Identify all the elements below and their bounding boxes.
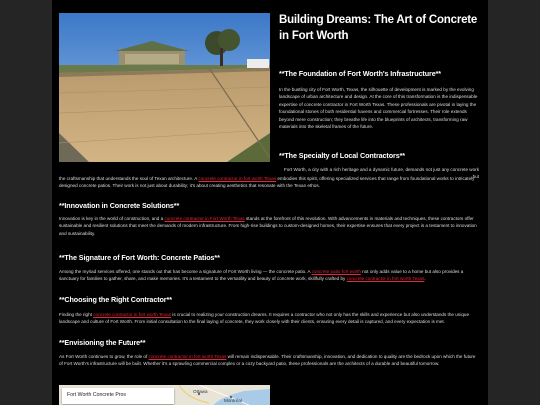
contractor-link[interactable]: concrete contractor in fort worth Texas [93, 312, 172, 317]
map-place-name: Fort Worth Concrete Pros [67, 392, 127, 398]
section-heading-specialty: **The Specialty of Local Contractors** [279, 151, 406, 160]
section-heading-foundation: **The Foundation of Fort Worth's Infrastructure** [279, 69, 441, 78]
contractor-link[interactable]: concrete contractor in Fort Worth Texas [164, 216, 245, 221]
contractor-link[interactable]: concrete contractor in fort worth Texas [148, 354, 227, 359]
map-place-card [62, 388, 174, 404]
concrete-slab-photo [59, 13, 270, 162]
section-text-choosing: Finding the right concrete contractor in fort worth Texas is crucial to realizing your construction dreams. It requires a contractor who not only has the skills and experience but also understands the unique landscape and culture of Fort Worth. From initial consultation to the final laying of concrete, they work closely with their clients, ensuring every detail is captured, and every expectation is met. [59, 312, 470, 325]
article-page [52, 0, 488, 405]
map-label-ottawa: Ottawa [193, 389, 208, 394]
section-text-foundation: In the bustling city of Fort Worth, Texas, the silhouette of development is marked by the evolving landscape of urban architecture and design. At the core of this transformation is the indispensable expertise of concrete contractor in Fort Worth Texas. These professionals are pivotal in laying the foundational stones of both residential havens and commercial fortresses. Their role extends beyond mere construction; they breathe life into the blueprints of architects, transforming raw materials into the skeletal frames of the future. [279, 87, 478, 130]
section-heading-innovation: **Innovation in Concrete Solutions** [59, 201, 180, 210]
section-text-patios: Among the myriad services offered, one stands out that has become a signature of Fort Worth living — the concrete patio. A concrete patio fort worth not only adds value to a home but also provides a sanctuary for families to gather, share, and make memories. It's a testament to the versatility and beauty of concrete work, skillfully crafted by concrete contractor in fort worth Texas. [59, 269, 464, 282]
section-text-innovation: Innovation is key in the world of construction, and a concrete contractor in Fort Worth Texas stands at the forefront of this revolution. With advancements in materials and techniques, these contractors offer sustainable and resilient solutions that meet the demands of modern infrastructure. From high-rise buildings to custom-designed homes, their expertise ensures that every project is a testament to innovation and sustainability. [59, 216, 477, 236]
embedded-map[interactable] [59, 385, 270, 405]
map-label-montreal: Montréal [224, 398, 242, 403]
page-title: Building Dreams: The Art of Concrete in Fort Worth [279, 14, 478, 42]
section-text-specialty: the craftsmanship that understands the soul of Texan architecture. A concrete contractor in fort worth Texas embodies this spirit, offering specialized services that range from foundational works to intricately designed concrete patios. Their work is not just about durability; it's about creating aesthetics that resonate with the Texan ethos. [59, 176, 475, 189]
contractor-link[interactable]: concrete contractor in fort worth Texas [346, 276, 425, 282]
patio-link[interactable]: concrete patio fort worth [311, 269, 361, 274]
section-heading-future: **Envisioning the Future** [59, 338, 146, 347]
section-heading-choosing: **Choosing the Right Contractor** [59, 295, 172, 304]
section-text-future: As Fort Worth continues to grow, the role of concrete contractor in fort worth Texas will remain indispensable. Their craftsmanship, innovation, and dedication to quality are the bedrock upon which the future of Fort Worth's infrastructure will be built. Whether it's a sprawling commercial complex or a cozy backyard patio, these professionals are the architects of a durable and beautiful tomorrow. [59, 354, 476, 367]
section-heading-patios: **The Signature of Fort Worth: Concrete Patios** [59, 253, 220, 262]
section-text-specialty-line1: Fort Worth, a city with a rich heritage and a dynamic future, demands not just any concrete work but [284, 167, 479, 180]
contractor-link[interactable]: concrete contractor in fort worth Texas [198, 176, 277, 181]
